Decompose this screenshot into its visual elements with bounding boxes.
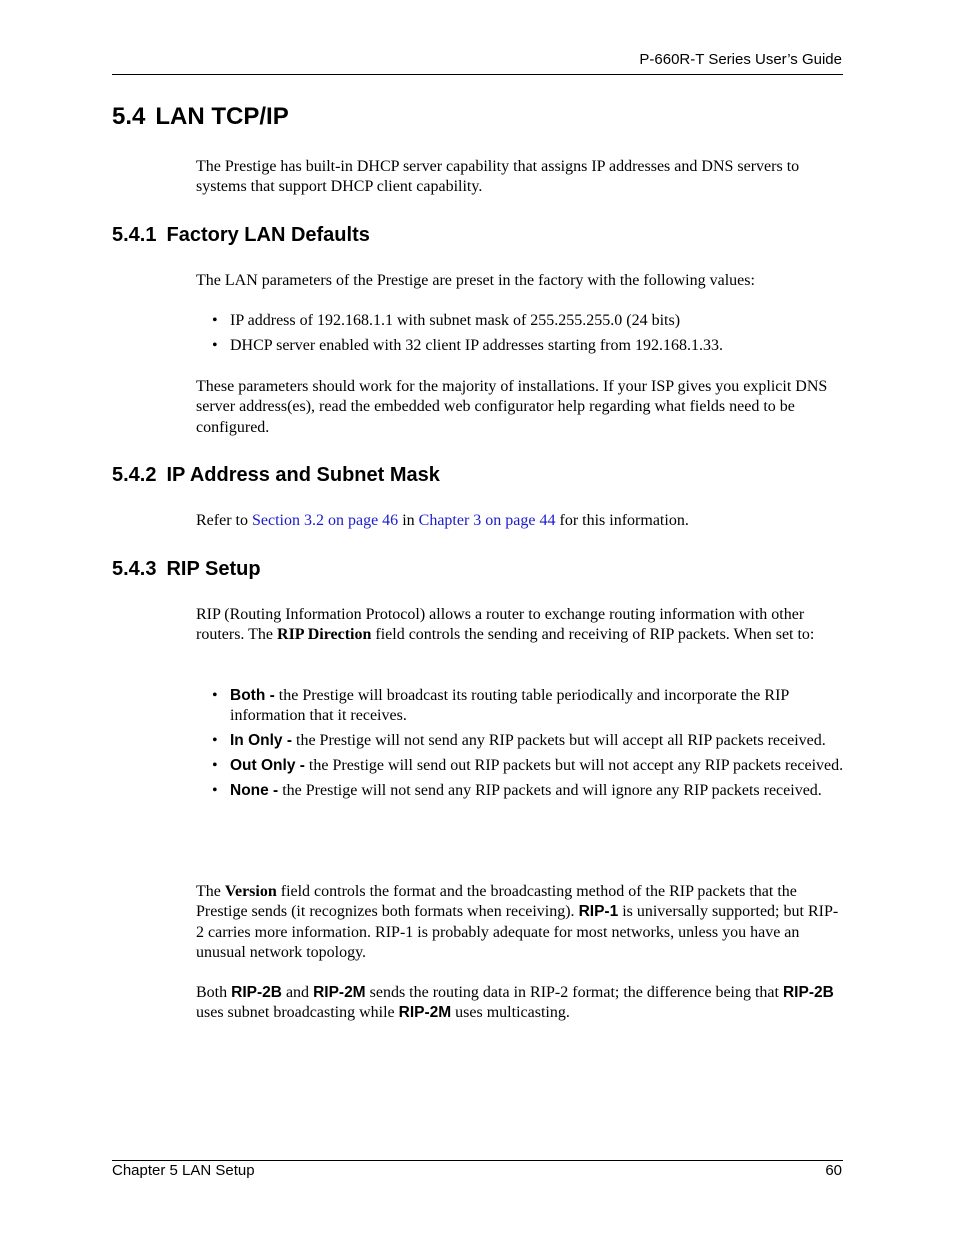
footer-rule (112, 1160, 843, 1161)
subsection-heading-ip-address: 5.4.2 IP Address and Subnet Mask (112, 464, 440, 486)
running-header: P-660R-T Series User’s Guide (639, 51, 842, 68)
ip-address-paragraph: Refer to Section 3.2 on page 46 in Chapter 3 on page 44 for this information. (196, 512, 689, 529)
header-rule (112, 74, 843, 75)
section-number: 5.4 (112, 103, 146, 130)
list-item: • None - the Prestige will not send any RIP packets and will ignore any RIP packets received. (196, 781, 846, 801)
rip-2-paragraph: Both RIP-2B and RIP-2M sends the routing data in RIP-2 format; the difference being that RIP-2B uses subnet broadcasting while RIP-2M uses multicasting. (196, 984, 834, 1022)
subsection-heading-factory-defaults: 5.4.1 Factory LAN Defaults (112, 224, 370, 246)
list-item: • Both - the Prestige will broadcast its routing table periodically and incorporate the RIP information that it receives. (196, 686, 846, 727)
list-item: • IP address of 192.168.1.1 with subnet mask of 255.255.255.0 (24 bits) (196, 311, 846, 331)
factory-defaults-closing: These parameters should work for the majority of installations. If your ISP gives you explicit DNS server address(es), read the embedded web configurator help regarding what fields need to be configured. (196, 378, 828, 436)
list-item: • In Only - the Prestige will not send any RIP packets but will accept all RIP packets received. (196, 731, 846, 751)
subsection-heading-rip-setup: 5.4.3 RIP Setup (112, 558, 261, 580)
rip-version-paragraph: The Version field controls the format and the broadcasting method of the RIP packets that the Prestige sends (it recognizes both formats when receiving). RIP-1 is universally supported; but RIP-2 carries more information. RIP-1 is probably adequate for most networks, unless you have an unusual network topology. (196, 883, 839, 961)
list-item: • DHCP server enabled with 32 client IP addresses starting from 192.168.1.33. (196, 336, 846, 356)
section-intro: The Prestige has built-in DHCP server capability that assigns IP addresses and DNS servers to systems that support DHCP client capability. (196, 158, 800, 196)
factory-defaults-list (196, 311, 846, 357)
list-item: • Out Only - the Prestige will send out RIP packets but will not accept any RIP packets received. (196, 756, 846, 776)
rip-intro-paragraph: RIP (Routing Information Protocol) allows a router to exchange routing information with other routers. The RIP Direction field controls the sending and receiving of RIP packets. When set to: (196, 606, 815, 644)
section-title: LAN TCP/IP (155, 103, 289, 130)
section-heading (112, 103, 289, 131)
factory-defaults-intro: The LAN parameters of the Prestige are preset in the factory with the following values: (196, 272, 755, 289)
rip-direction-list (196, 686, 846, 801)
page-number: 60 (825, 1162, 842, 1179)
section-3-2-link[interactable]: Section 3.2 on page 46 (251, 512, 399, 529)
rip-direction-term: RIP Direction (277, 626, 372, 644)
chapter-3-link[interactable]: Chapter 3 on page 44 (418, 512, 556, 529)
footer-chapter: Chapter 5 LAN Setup (112, 1162, 255, 1179)
